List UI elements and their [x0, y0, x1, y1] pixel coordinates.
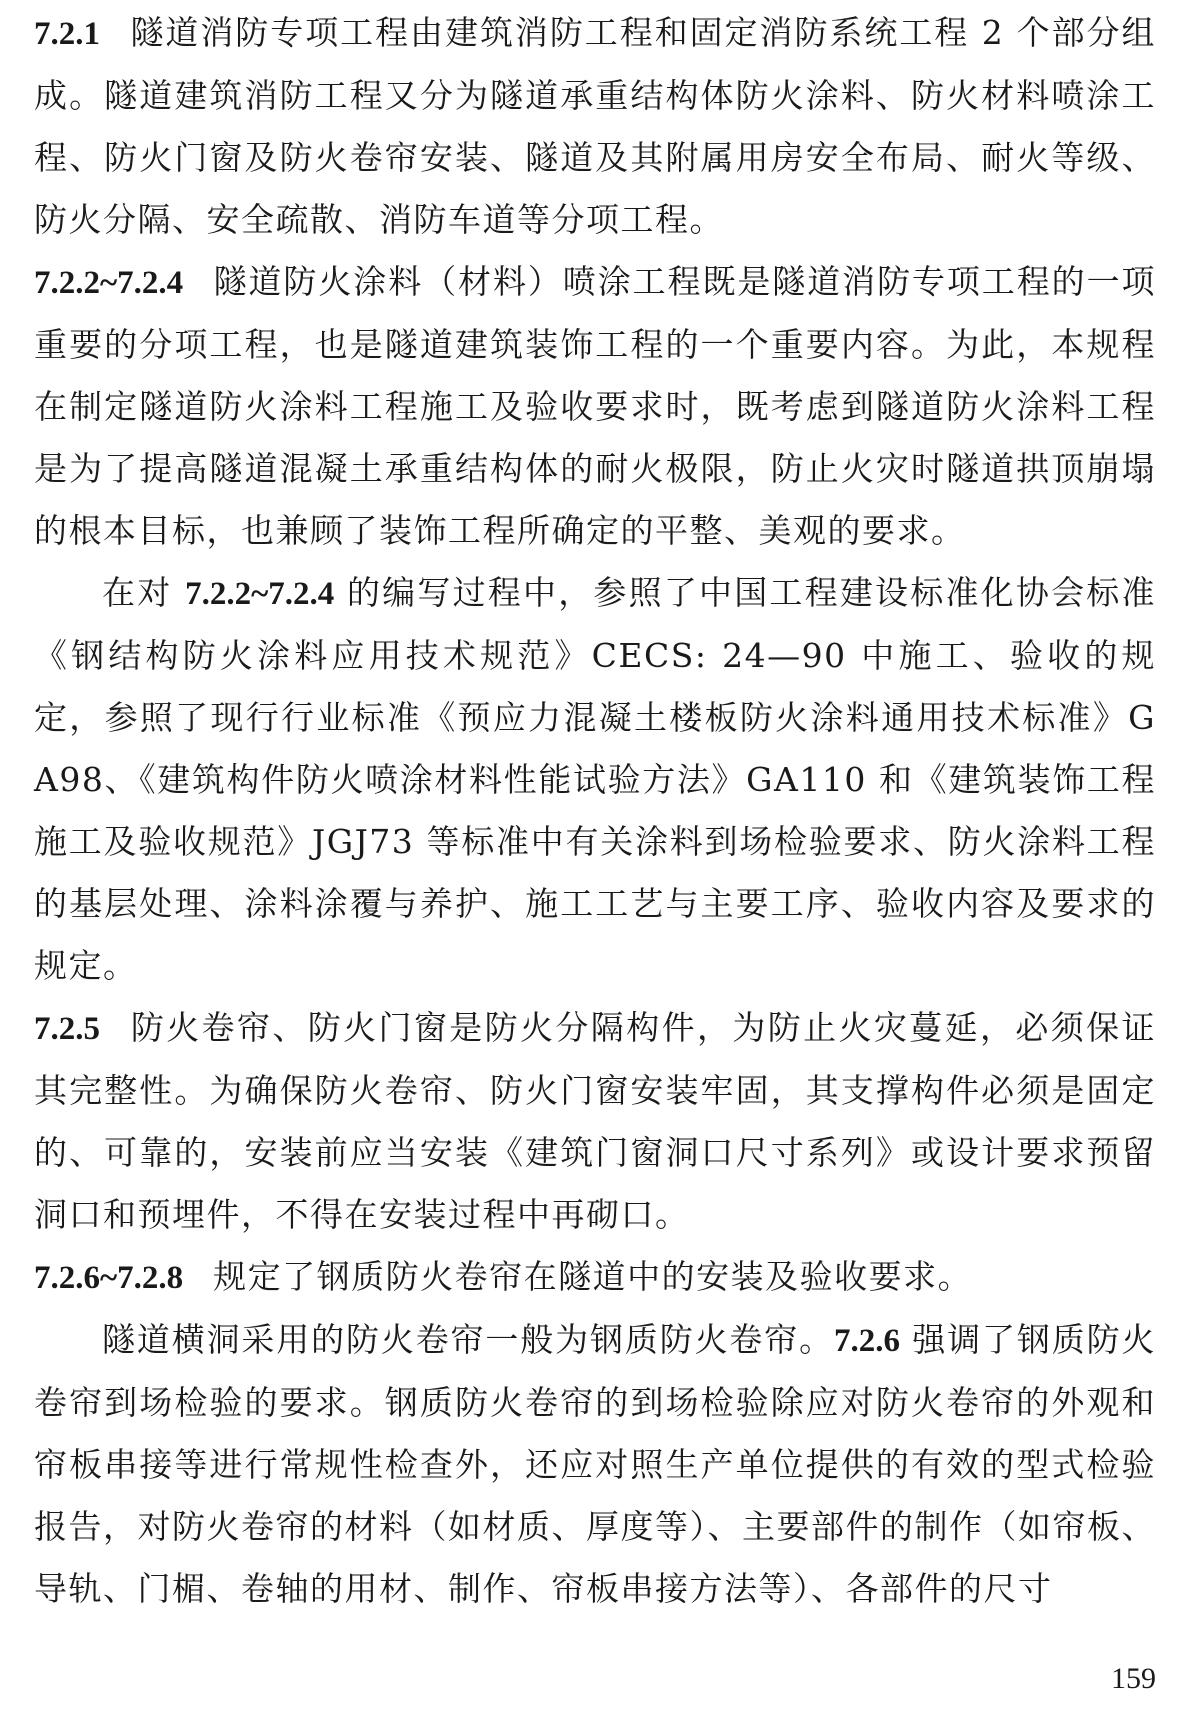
paragraph-text-after: 的编写过程中，参照了中国工程建设标准化协会标准《钢结构防火涂料应用技术规范》CECS: 24—90 中施工、验收的规定，参照了现行行业标准《预应力混凝土楼板防火涂料通用技术标准》GA98、《建筑构件防火喷涂材料性能试验方法》GA110 和《建筑装饰工程施工及验收规范》JGJ73 等标准中有关涂料到场检验要求、防火涂料工程的基层处理、涂料涂覆与养护、施工工艺与主要工序、验收内容及要求的规定。 [34, 573, 1156, 985]
clause-number: 7.2.6~7.2.8 [34, 1260, 184, 1296]
clause-reference: 7.2.2~7.2.4 [185, 576, 335, 612]
clause-number: 7.2.1 [34, 16, 100, 52]
paragraph-text-after: 强调了钢质防火卷帘到场检验的要求。钢质防火卷帘的到场检验除应对防火卷帘的外观和帘板串接等进行常规性检查外，还应对照生产单位提供的有效的型式检验报告，对防火卷帘的材料（如材质、厚度等）、主要部件的制作（如帘板、导轨、门楣、卷轴的用材、制作、帘板串接方法等）、各部件的尺寸 [34, 1320, 1156, 1608]
paragraph-text-before: 在对 [102, 573, 186, 612]
document-page [34, 0, 1156, 1620]
clause-number: 7.2.5 [34, 1011, 100, 1047]
paragraph-text-before: 隧道横洞采用的防火卷帘一般为钢质防火卷帘。 [102, 1320, 834, 1359]
page-number: 159 [1111, 1662, 1156, 1695]
paragraph-7-2-5 [34, 997, 1156, 1246]
clause-reference: 7.2.6 [834, 1323, 900, 1359]
paragraph-text: 隧道消防专项工程由建筑消防工程和固定消防系统工程 2 个部分组成。隧道建筑消防工程又分为隧道承重结构体防火涂料、防火材料喷涂工程、防火门窗及防火卷帘安装、隧道及其附属用房安全布局、耐火等级、防火分隔、安全疏散、消防车道等分项工程。 [34, 13, 1156, 239]
paragraph-references [34, 562, 1156, 997]
paragraph-text: 防火卷帘、防火门窗是防火分隔构件，为防止火灾蔓延，必须保证其完整性。为确保防火卷帘、防火门窗安装牢固，其支撑构件必须是固定的、可靠的，安装前应当安装《建筑门窗洞口尺寸系列》或设计要求预留洞口和预埋件，不得在安装过程中再砌口。 [34, 1008, 1156, 1234]
paragraph-7-2-2-to-7-2-4 [34, 251, 1156, 562]
paragraph-7-2-1 [34, 2, 1156, 251]
clause-number: 7.2.2~7.2.4 [34, 265, 184, 301]
paragraph-text: 隧道防火涂料（材料）喷涂工程既是隧道消防专项工程的一项重要的分项工程，也是隧道建筑装饰工程的一个重要内容。为此，本规程在制定隧道防火涂料工程施工及验收要求时，既考虑到隧道防火涂料工程是为了提高隧道混凝土承重结构体的耐火极限，防止火灾时隧道拱顶崩塌的根本目标，也兼顾了装饰工程所确定的平整、美观的要求。 [34, 262, 1156, 550]
paragraph-7-2-6-to-7-2-8 [34, 1246, 1156, 1309]
paragraph-shutter-inspection [34, 1309, 1156, 1620]
paragraph-text: 规定了钢质防火卷帘在隧道中的安装及验收要求。 [213, 1257, 973, 1296]
